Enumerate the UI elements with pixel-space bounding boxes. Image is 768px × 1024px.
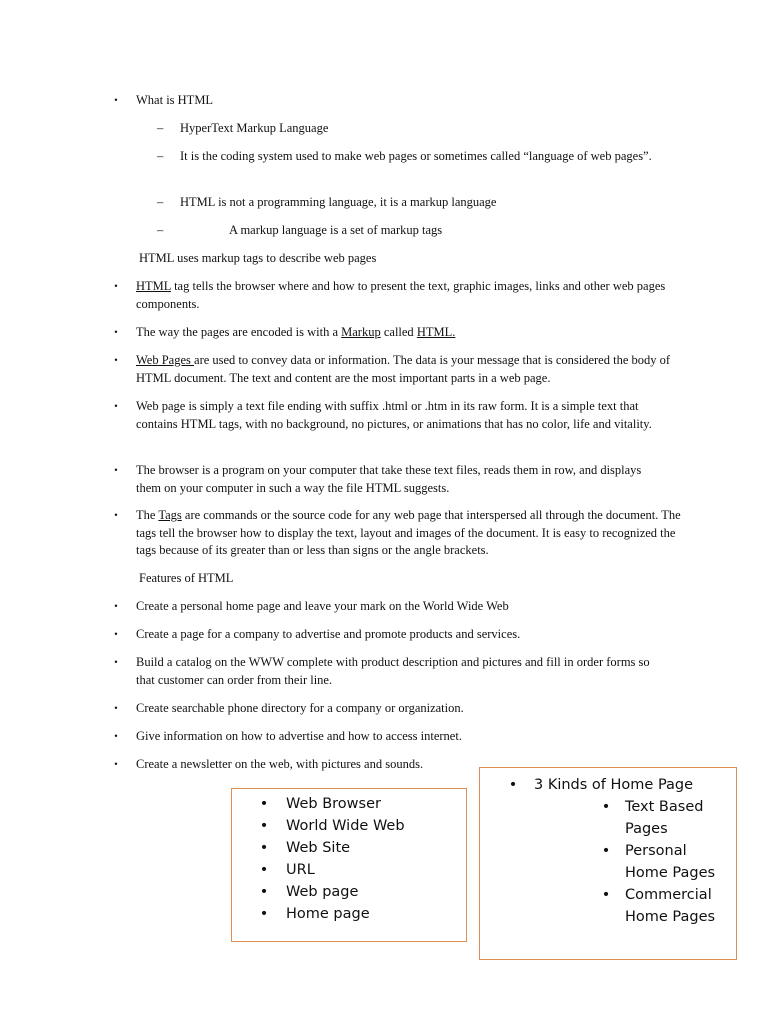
dash-marker: – [157,121,164,135]
bullet: • [601,843,611,859]
terms-list-text: Web page [286,884,359,900]
heading-text: 3 Kinds of Home Page [534,777,694,793]
bullet: • [114,327,118,337]
bullet: • [259,862,269,878]
text-run: are commands or the source code for any web page that interspersed all through the document. The tags tell the browser how to display the text, layout and images of the document. It is easy to recognized the tags because of its greater than or less than signs or the angle brackets. [136,508,681,557]
text-run: are used to convey data or information. The data is your message that is considered the body of HTML document. The text and content are the most important parts in a web page. [136,353,671,385]
bullet: • [114,629,118,639]
bullet: • [114,401,118,411]
home-page-kinds-box [479,767,737,960]
features-heading: Features of HTML [139,571,234,585]
terms-list-text: URL [286,862,315,878]
feature-text: Give information on how to advertise and how to access internet. [136,729,462,743]
underlined-term: Tags [158,508,182,522]
note-text: HTML uses markup tags to describe web pages [139,251,377,265]
list-item-text [136,507,681,560]
bullet: • [114,657,118,667]
feature-text: Create a newsletter on the web, with pictures and sounds. [136,757,424,771]
bullet: • [114,703,118,713]
text-run: The way the pages are encoded is with a [136,325,342,339]
underlined-term: Web Pages [136,353,195,367]
bullet: • [114,601,118,611]
bullet: • [259,840,269,856]
bullet: • [601,887,611,903]
text-run: called [380,325,417,339]
bullet: • [259,796,269,812]
bullet: • [114,355,118,365]
note-line [139,250,699,268]
dash-marker: – [157,223,164,237]
feature-text: Create a page for a company to advertise and promote products and services. [136,627,521,641]
text-run: tag tells the browser where and how to present the text, graphic images, links and other web pages components. [136,279,666,311]
dash-marker: – [157,195,164,209]
list-item-text [136,278,681,313]
bullet: • [259,906,269,922]
text-run: The [136,508,159,522]
sub-item-text: HyperText Markup Language [180,121,329,135]
kind-line: Home Pages [625,909,716,925]
bullet: • [114,95,118,105]
terms-box [231,788,467,942]
bullet: • [114,731,118,741]
feature-text: Create searchable phone directory for a company or organization. [136,701,464,715]
terms-list-text: Web Site [286,840,351,856]
list-item-text: The browser is a program on your computer that take these text files, reads them in row, and displays them on your computer in such a way the file HTML suggests. [136,463,642,495]
bullet: • [601,799,611,815]
bullet: • [114,510,118,520]
bullet: • [259,884,269,900]
terms-list-text: World Wide Web [286,818,405,834]
bullet: • [114,281,118,291]
feature-text: Build a catalog on the WWW complete with product description and pictures and fill in order forms so that customer can order from their line. [136,655,650,687]
underlined-term: HTML. [416,325,456,339]
kind-line: Commercial [625,887,712,903]
dash-marker: – [157,149,164,163]
list-item-text: Web page is simply a text file ending with suffix .html or .htm in its raw form. It is a simple text that contains HTML tags, with no background, no pictures, or animations that has no color, life and vitality. [136,399,652,431]
terms-list-text: Home page [286,906,370,922]
features-heading-line [139,570,539,588]
bullet: • [114,465,118,475]
list-item-text [136,324,681,342]
sub-item-text: HTML is not a programming language, it is a markup language [180,195,497,209]
bullet: • [508,777,518,793]
kind-line: Text Based [625,799,704,815]
bullet: • [259,818,269,834]
sub-item-text: A markup language is a set of markup tags [229,223,443,237]
terms-list-text: Web Browser [286,796,381,812]
heading-what-is-html: What is HTML [136,93,214,107]
kind-line: Personal [625,843,687,859]
kind-line: Home Pages [625,865,716,881]
kind-line: Pages [625,821,668,837]
underlined-term: Markup [341,325,381,339]
underlined-term: HTML [136,279,171,293]
list-item-text [136,352,671,387]
feature-text: Create a personal home page and leave your mark on the World Wide Web [136,599,509,613]
bullet: • [114,759,118,769]
sub-item-text: It is the coding system used to make web pages or sometimes called “language of web pages”. [180,149,652,163]
